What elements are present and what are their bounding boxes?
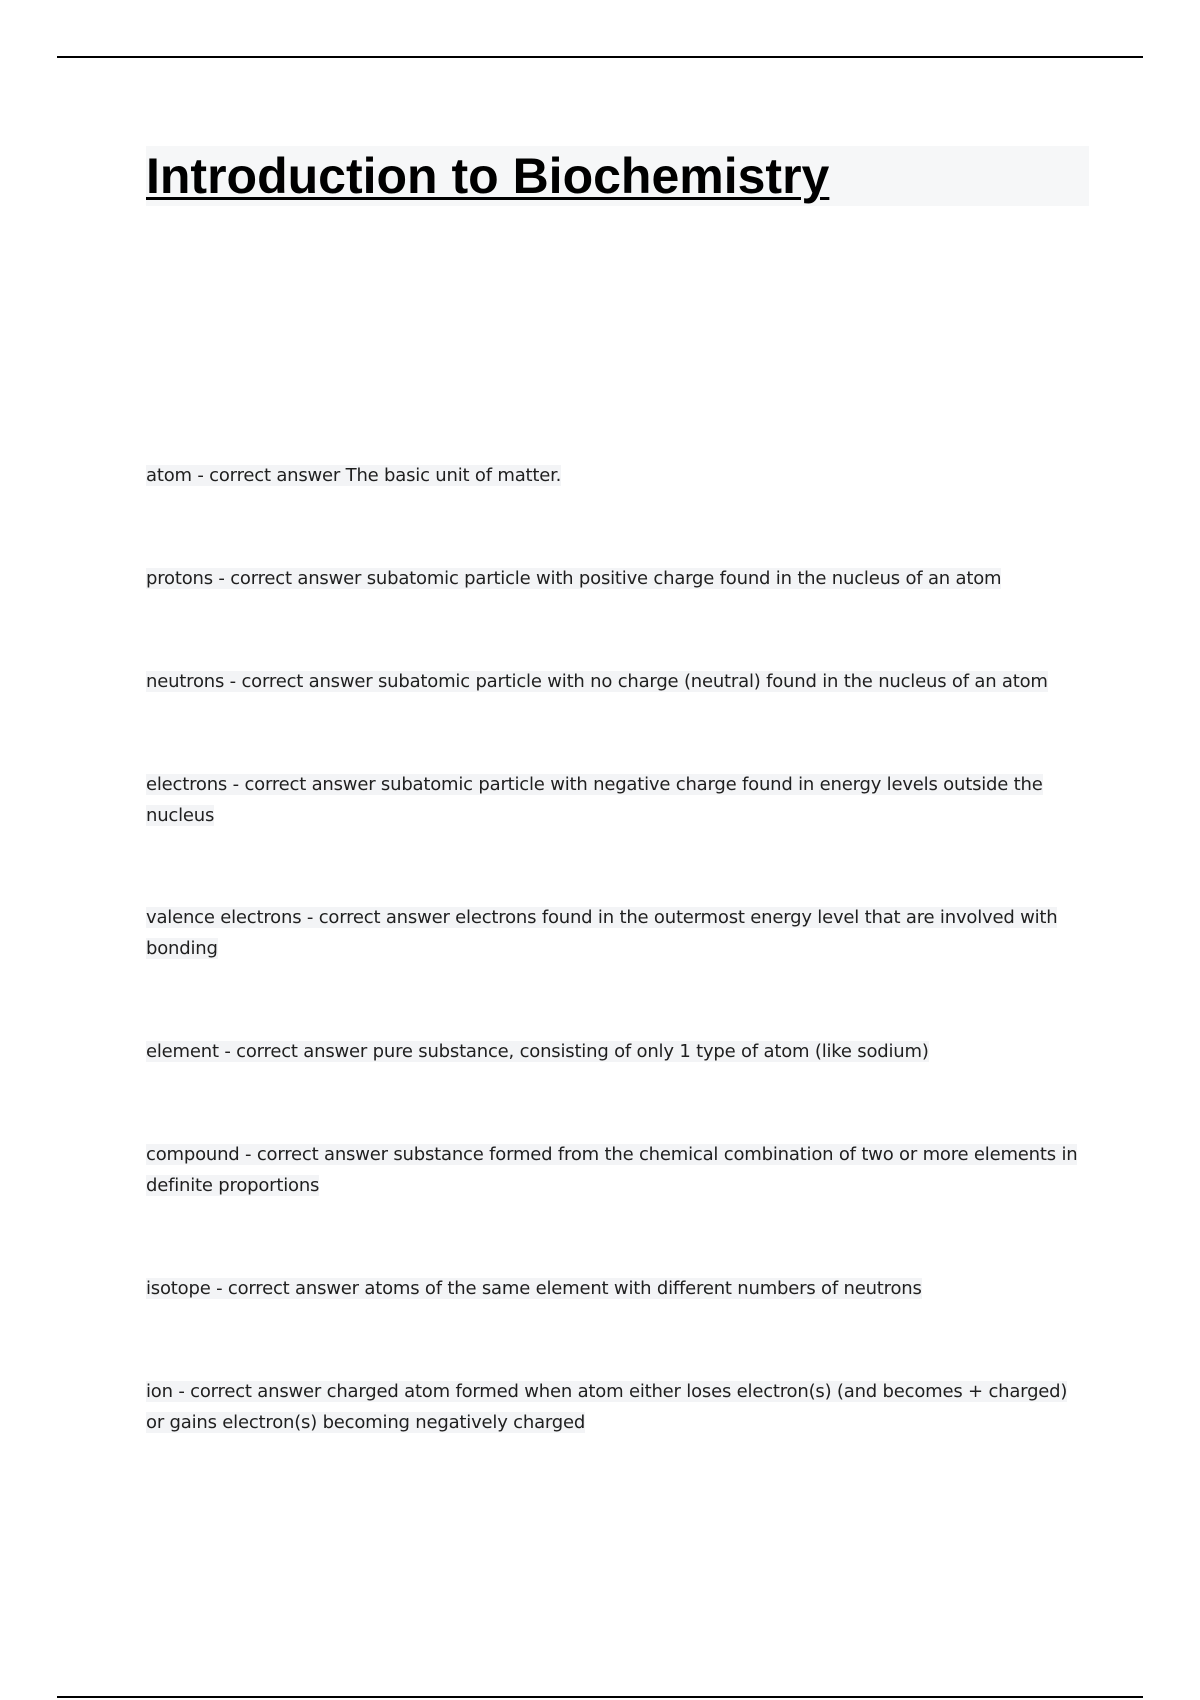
list-item (146, 1273, 1086, 1304)
list-item (146, 1376, 1086, 1438)
list-item (146, 460, 1086, 491)
entry-text: compound - correct answer substance formed from the chemical combination of two or more elements in definite proportions (146, 1144, 1078, 1196)
list-item (146, 769, 1086, 831)
entry-text: electrons - correct answer subatomic particle with negative charge found in energy levels outside the nucleus (146, 774, 1043, 826)
entry-text: element - correct answer pure substance, consisting of only 1 type of atom (like sodium) (146, 1041, 929, 1062)
entry-text: atom - correct answer The basic unit of matter. (146, 465, 562, 486)
bottom-rule (57, 1696, 1143, 1698)
entry-text: valence electrons - correct answer electrons found in the outermost energy level that are involved with bonding (146, 907, 1058, 959)
entry-text: protons - correct answer subatomic particle with positive charge found in the nucleus of an atom (146, 568, 1002, 589)
list-item (146, 1036, 1086, 1067)
list-item (146, 1139, 1086, 1201)
entry-text: isotope - correct answer atoms of the same element with different numbers of neutrons (146, 1278, 922, 1299)
list-item (146, 666, 1086, 697)
top-rule (57, 56, 1143, 58)
entry-text: ion - correct answer charged atom formed when atom either loses electron(s) (and becomes + charged) or gains electron(s) becoming negatively charged (146, 1381, 1068, 1433)
list-item (146, 563, 1086, 594)
entry-text: neutrons - correct answer subatomic particle with no charge (neutral) found in the nucleus of an atom (146, 671, 1048, 692)
list-item (146, 902, 1086, 964)
page-title: Introduction to Biochemistry (146, 148, 830, 204)
